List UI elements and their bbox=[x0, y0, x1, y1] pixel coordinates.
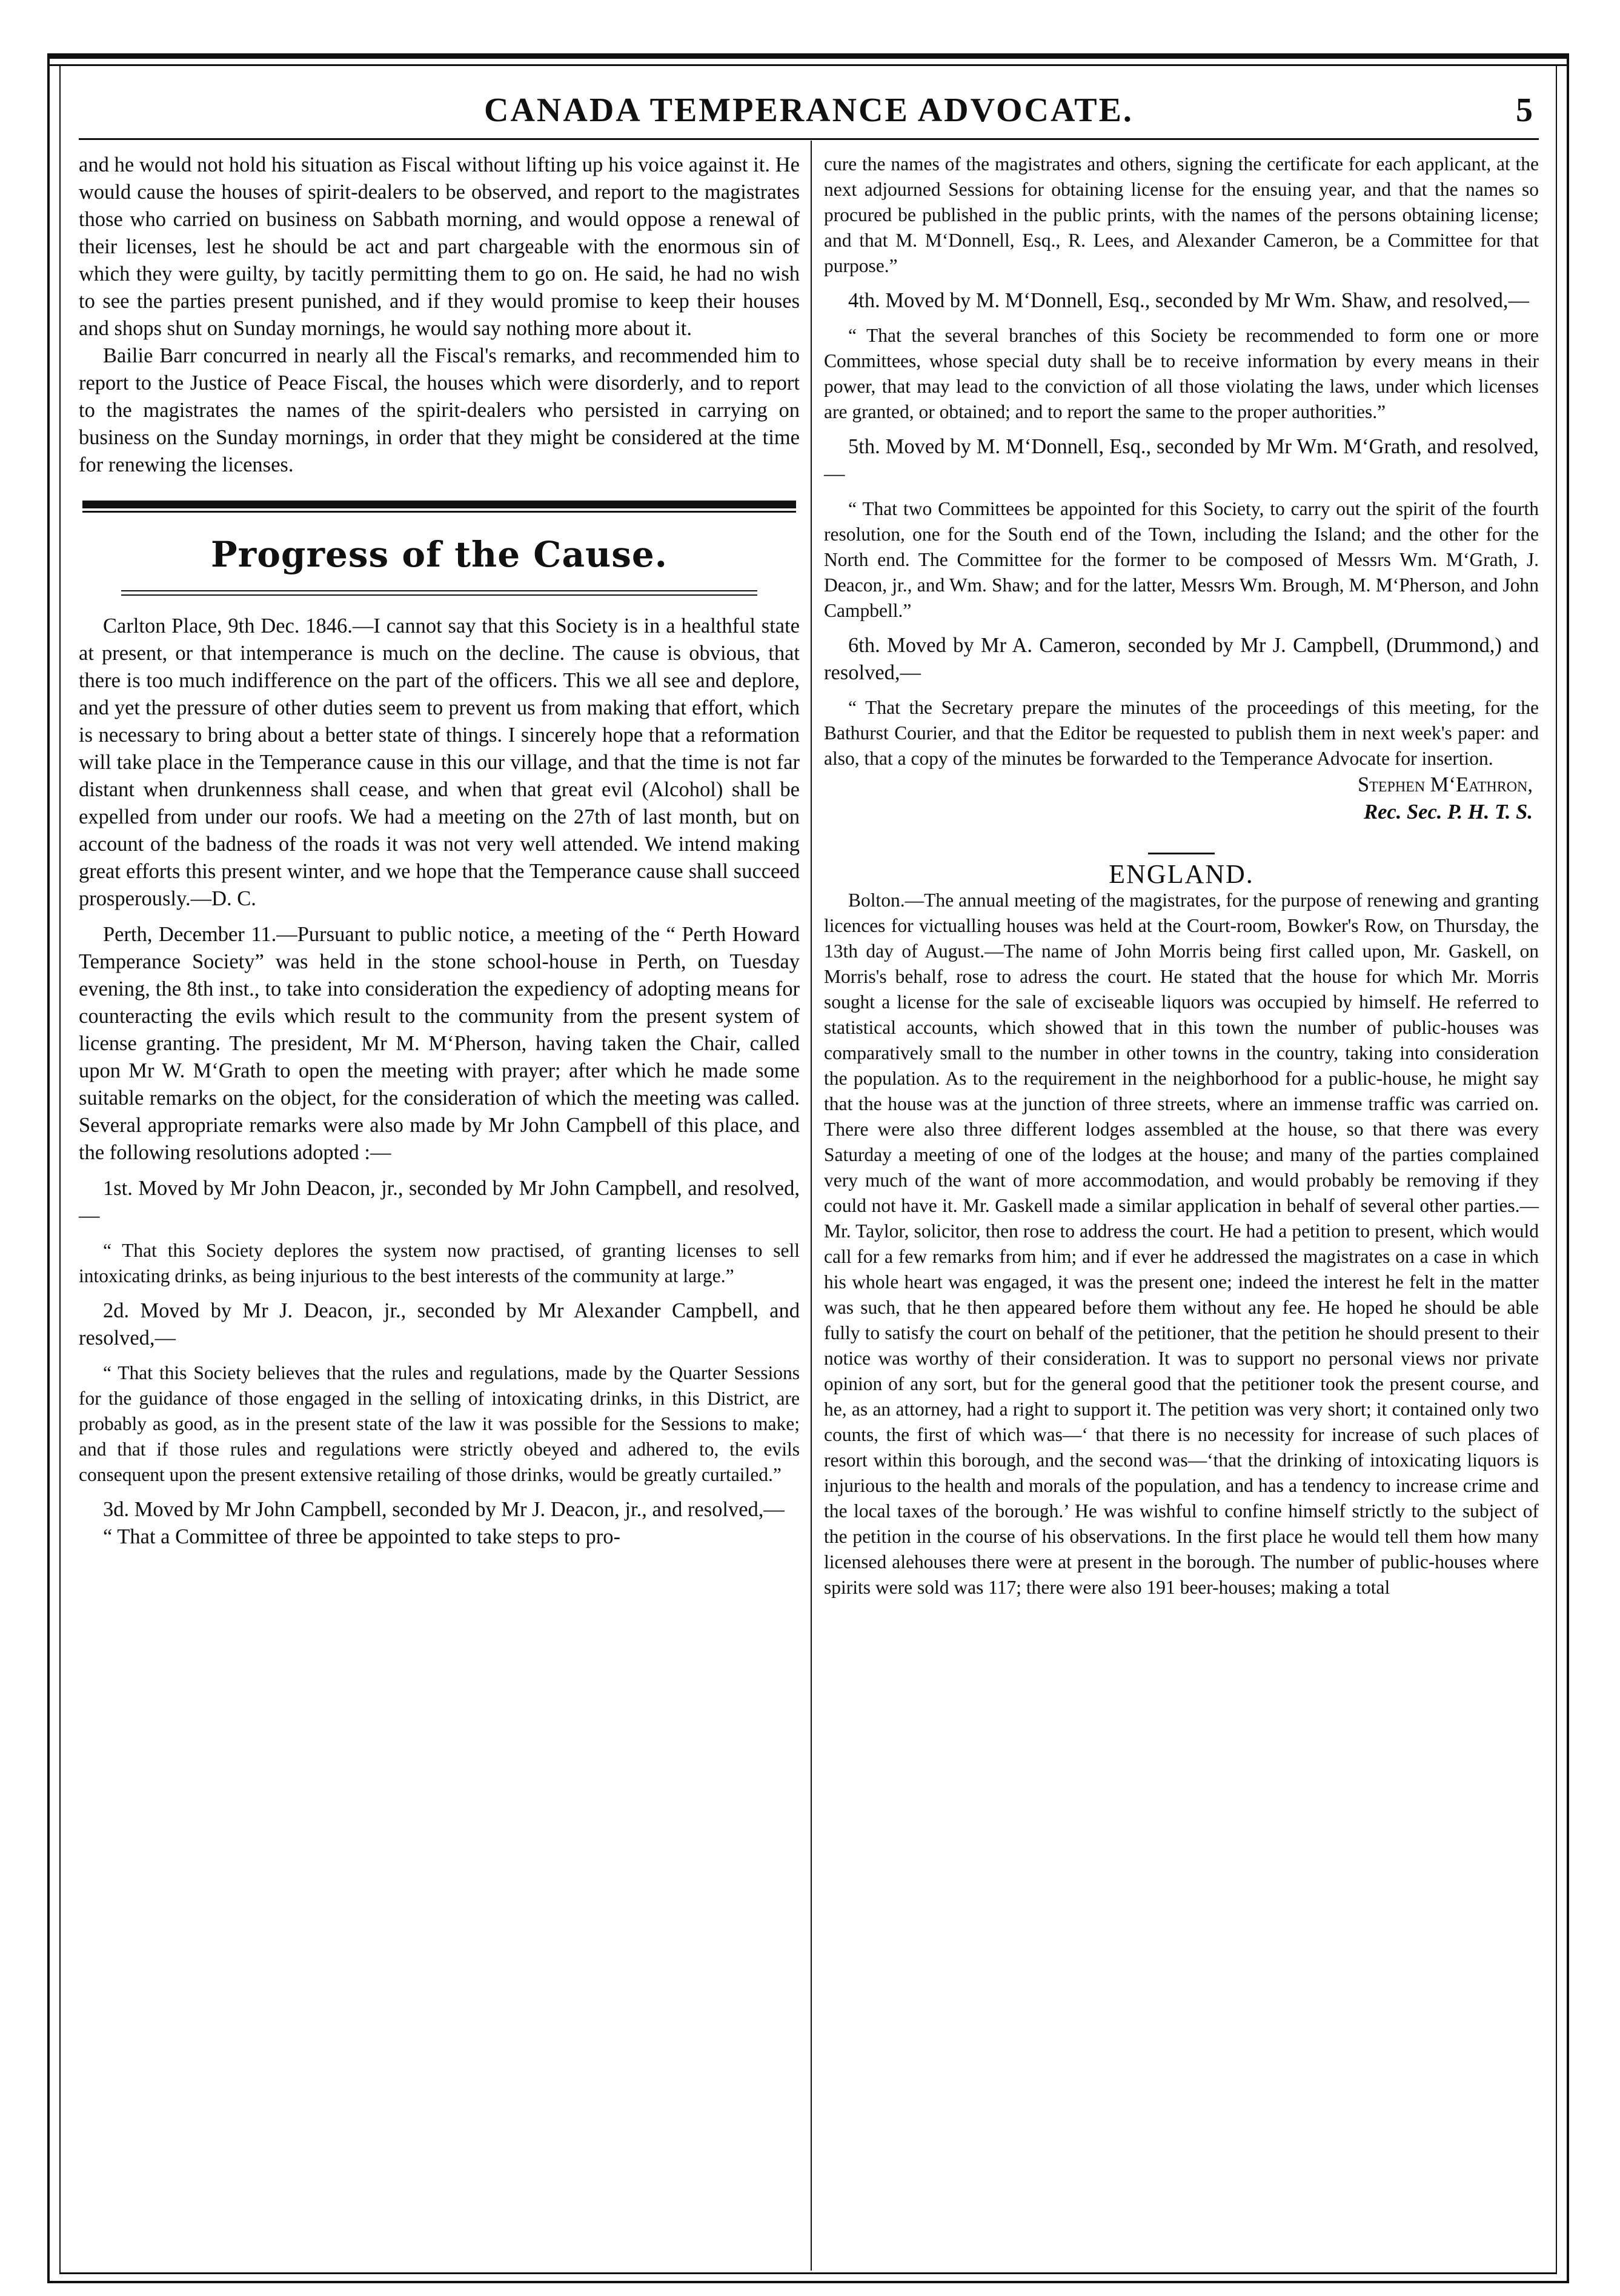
header-rule bbox=[79, 138, 1539, 140]
article-separator bbox=[1148, 853, 1215, 854]
top-border-thin bbox=[47, 64, 1569, 66]
resolution-3-text: “ That a Committee of three be appointed to take steps to pro- bbox=[103, 1525, 620, 1548]
left-column bbox=[79, 151, 800, 1551]
resolution-5-motion: 5th. Moved by M. M‘Donnell, Esq., seconded by Mr Wm. M‘Grath, and resolved,— bbox=[824, 435, 1539, 485]
resolution-1-motion: 1st. Moved by Mr John Deacon, jr., seconded by Mr John Campbell, and resolved,— bbox=[79, 1177, 800, 1227]
bailie-barr-paragraph: Bailie Barr concurred in nearly all the Fiscal's remarks, and recommended him to report to the Justice of Peace Fiscal, the houses which were disorderly, and to report to the magistrates the names of the spirit-dealers who persisted in carrying on business on the Sunday mornings, in order that they might be considered at the time for renewing the licenses. bbox=[79, 344, 800, 476]
perth-report: Perth, December 11.—Pursuant to public notice, a meeting of the “ Perth Howard Temperance Society” was held in the stone school-house in Perth, on Tuesday evening, the 8th inst., to take into consideration the expediency of adopting means for counteracting the evils which result to the community from the present system of license granting. The president, Mr M. M‘Pherson, having taken the Chair, called upon Mr W. M‘Grath to open the meeting with prayer; after which he made some suitable remarks on the object, for the consideration of which the meeting was called. Several appropriate remarks were also made by Mr John Campbell of this place, and the following resolutions adopted :— bbox=[79, 923, 800, 1164]
resolution-5-text: “ That two Committees be appointed for this Society, to carry out the spirit of the fourth resolution, one for the South end of the Town, including the Island; and the other for the North end. The Committee for the former to be composed of Messrs Wm. M‘Grath, J. Deacon, jr., and Wm. Shaw; and for the latter, Messrs Wm. Brough, M. M‘Pherson, and John Campbell.” bbox=[824, 498, 1539, 621]
section-heading-rule bbox=[121, 590, 757, 596]
right-border-inner bbox=[1556, 64, 1557, 2274]
left-border bbox=[47, 53, 50, 2283]
resolution-6-text: “ That the Secretary prepare the minutes of the proceedings of this meeting, for the Bathurst Courier, and that the Editor be requested to publish them in next week's paper: and also, that a copy of the minutes be forwarded to the Temperance Advocate for insertion. bbox=[824, 697, 1539, 769]
column-divider bbox=[811, 141, 812, 2271]
bolton-report: Bolton.—The annual meeting of the magistrates, for the purpose of renewing and granting licences for victualling houses was held at the Court-room, Bowker's Row, on Thursday, the 13th day of August.—The name of John Morris being first called upon, Mr. Gaskell, on Morris's behalf, rose to adress the court. He stated that the house for which Mr. Morris sought a license for the sale of exciseable liquors was occupied by himself. He referred to statistical accounts, which showed that in this town the number of public-houses was comparatively small to the number in other towns in the country, taking into consideration the population. As to the requirement in the neighborhood for a public-house, he might say that the house was at the junction of three streets, where an immense traffic was carried on. There were also three different lodges assembled at the house, so that there was every Saturday a meeting of one of the lodges at the house; and many of the parties complained very much of the want of more accommodation, and would probably be removing if they could not have it. Mr. Gaskell made a similar application in behalf of several other parties.—Mr. Taylor, solicitor, then rose to address the court. He had a petition to present, which would call for a few remarks from him; and if ever he addressed the magistrates on a case in which his whole heart was engaged, it was the present one; indeed the interest he felt in the matter was such, that he then appeared before them without any fee. He hoped he should be able fully to satisfy the court on behalf of the petitioner, that the petition he should present to their notice was worthy of their consideration. It was to support no personal views nor private opinion of any sort, but for the general good that the petitioner took the present course, and he, as an attorney, had a right to support it. The petition was very short; it contained only two counts, the first of which was—‘ that there is no necessity for increase of such places of resort within this borough, and the second was—‘that the drinking of intoxicating liquors is injurious to the health and morals of the population, and has a tendency to increase crime and the local taxes of the borough.’ He was wishful to confine himself strictly to the subject of the petition in the course of his observations. In the first place he would tell them how many licensed alehouses there were at present in the borough. The number of public-houses where spirits were sold was 117; there were also 191 beer-houses; making a total bbox=[824, 890, 1539, 1598]
resolution-3-motion: 3d. Moved by Mr John Campbell, seconded by Mr J. Deacon, jr., and resolved,— bbox=[103, 1498, 785, 1521]
resolution-6-motion: 6th. Moved by Mr A. Cameron, seconded by Mr J. Campbell, (Drummond,) and resolved,— bbox=[824, 634, 1539, 684]
resolution-4-text: “ That the several branches of this Society be recommended to form one or more Committees, whose special duty shall be to receive information by every means in their power, that may lead to the conviction of all those violating the laws, under which licenses are granted, or obtained; and to report the same to the proper authorities.” bbox=[824, 325, 1539, 422]
signature-title: Rec. Sec. P. H. T. S. bbox=[1364, 800, 1533, 824]
right-column bbox=[824, 151, 1539, 1600]
resolution-1-text: “ That this Society deplores the system now practised, of granting licenses to sell intoxicating drinks, as being injurious to the best interests of the community at large.” bbox=[79, 1240, 800, 1286]
carlton-place-report: Carlton Place, 9th Dec. 1846.—I cannot say that this Society is in a healthful state at present, or that intemperance is much on the decline. The cause is obvious, that there is too much indifference on the part of the officers. This we all see and deplore, and yet the pressure of other duties seem to prevent us from making that effort, which is necessary to bring about a better state of things. I sincerely hope that a reformation will take place in the Temperance cause in this our village, and that the time is not far distant when drunkenness shall cease, and when that great evil (Alcohol) shall be expelled from under our roofs. We had a meeting on the 27th of last month, but on account of the badness of the roads it was not very well attended. We intend making great efforts this present winter, and we hope that the Temperance cause shall succeed prosperously.—D. C. bbox=[79, 614, 800, 910]
bottom-border-thin bbox=[59, 2272, 1557, 2274]
page-number: 5 bbox=[1516, 92, 1533, 129]
signature-name: Stephen M‘Eathron, bbox=[1357, 773, 1533, 796]
right-border bbox=[1567, 53, 1569, 2283]
section-divider bbox=[82, 501, 796, 508]
section-heading: Progress of the Cause. bbox=[211, 534, 668, 575]
resolution-2-text: “ That this Society believes that the rules and regulations, made by the Quarter Sessions for the guidance of those engaged in the selling of intoxicating drinks, in this District, are probably as good, as in the present state of the law it was possible for the Sessions to make; and that if those rules and regulations were strictly obeyed and adhered to, the evils consequent upon the present extensive retailing of those drinks, would be greatly curtailed.” bbox=[79, 1362, 800, 1485]
resolution-3-continued: cure the names of the magistrates and others, signing the certificate for each applicant, at the next adjourned Sessions for obtaining license for the ensuing year, and that the names so procured be published in the public prints, with the names of the persons obtaining license; and that M. M‘Donnell, Esq., R. Lees, and Alexander Cameron, be a Committee for that purpose.” bbox=[824, 153, 1539, 276]
england-heading: ENGLAND. bbox=[1109, 859, 1254, 889]
running-header bbox=[79, 85, 1539, 133]
publication-title: CANADA TEMPERANCE ADVOCATE. bbox=[484, 92, 1134, 129]
resolution-2-motion: 2d. Moved by Mr J. Deacon, jr., seconded by Mr Alexander Campbell, and resolved,— bbox=[79, 1299, 800, 1349]
left-border-inner bbox=[59, 64, 61, 2274]
top-border-thick bbox=[47, 53, 1569, 59]
resolution-4-motion: 4th. Moved by M. M‘Donnell, Esq., seconded by Mr Wm. Shaw, and resolved,— bbox=[848, 289, 1529, 312]
continued-paragraph: and he would not hold his situation as Fiscal without lifting up his voice against it. He would cause the houses of spirit-dealers to be observed, and report to the magistrates those who carried on business on Sabbath morning, and would oppose a renewal of their licenses, lest he should be act and part chargeable with the enormous sin of which they were guilty, by tacitly permitting them to go on. He said, he had no wish to see the parties present punished, and if they would promise to keep their houses and shops shut on Sunday mornings, he would say nothing more about it. bbox=[79, 153, 800, 340]
section-divider-thin bbox=[82, 511, 796, 513]
bottom-border-thick bbox=[47, 2281, 1569, 2283]
